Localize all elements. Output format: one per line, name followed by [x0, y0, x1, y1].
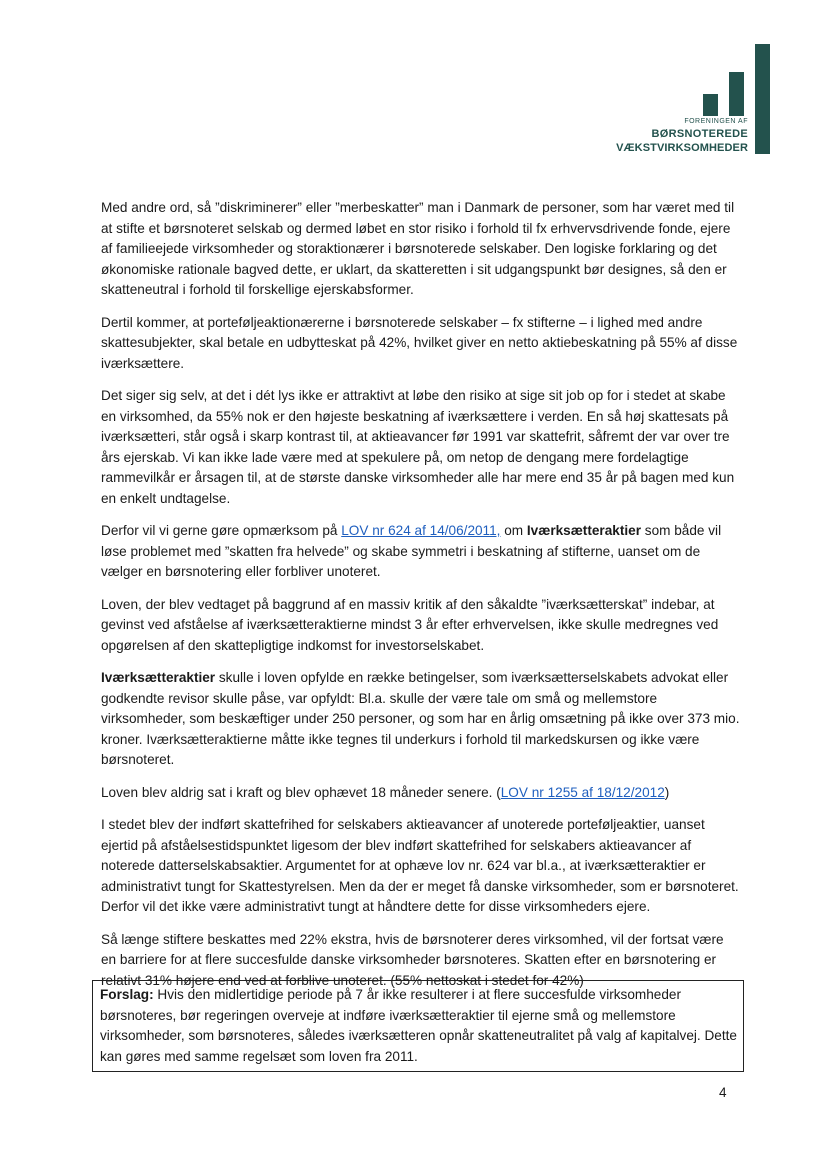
paragraph-6-bold-term: Iværksætteraktier	[101, 670, 216, 685]
paragraph-6	[101, 668, 741, 771]
proposal-text: Hvis den midlertidige periode på 7 år ikke resulterer i at flere succesfulde virksomheder børsnoteres, bør regeringen overveje at indføre iværksætteraktier til ejerne små og mellemstore virksomheder, som børsnoteres, således iværksætteren opnår skatteneutralitet på valg af kapitalvej. Dette kan gøres med samme regelsæt som loven fra 2011.	[100, 987, 737, 1064]
paragraph-4-text-pre: Derfor vil vi gerne gøre opmærksom på	[101, 523, 342, 538]
law-624-link[interactable]: LOV nr 624 af 14/06/2011,	[341, 523, 501, 538]
paragraph-4	[101, 521, 741, 583]
paragraph-8: I stedet blev der indført skattefrihed for selskabers aktieavancer af unoterede porteføljeaktier, uanset ejertid på afståelsestidspunktet ligesom der blev indført skattefrihed for selskabers aktieavancer af noterede datterselskabsaktier. Argumentet for at ophæve lov nr. 624 var bl.a., at iværksætteraktier er administrativt tungt for Skattestyrelsen. Men da der er meget få danske virksomheder, som er børsnoteret. Derfor vil det ikke være administrativt tungt at håndtere dette for disse virksomheders ejere.	[101, 817, 739, 914]
logo-text-line3: VÆKSTVIRKSOMHEDER	[616, 142, 748, 154]
paragraph-3: Det siger sig selv, at det i dét lys ikke er attraktivt at løbe den risiko at sige sit job op for i stedet at skabe en virksomhed, da 55% nok er den højeste beskatning af iværksættere i verden. En så høj skattesats på iværksætteri, står også i skarp kontrast til, at aktieavancer før 1991 var skattefrit, såfremt der var over tre års ejerskab. Vi kan ikke lade være med at spekulere på, om netop de dengang mere fordelagtige rammevilkår er årsagen til, at de største danske virksomheder alle har mere end 35 år på bagen med kun en enkelt undtagelse.	[101, 388, 735, 506]
logo-bar-medium	[729, 72, 744, 116]
law-1255-link[interactable]: LOV nr 1255 af 18/12/2012	[500, 784, 665, 800]
paragraph-1: Med andre ord, så ”diskriminerer” eller ”merbeskatter” man i Danmark de personer, som har været med til at stifte et børsnoteret selskab og dermed løbet en stor risiko i forhold til fx erhvervsdrivende fonde, ejere af familieejede virksomheder og storaktionærer i børsnoterede selskaber. Den logiske forklaring og det økonomiske rationale bagved dette, er uklart, da skatteretten i sit udgangspunkt bør designes, så den er skatteneutral i forhold til forskellige ejerskabsformer.	[101, 200, 735, 297]
logo-bars-icon	[702, 44, 772, 116]
logo-bar-large	[755, 44, 770, 154]
proposal-box	[92, 980, 744, 1072]
paragraph-9: Så længe stiftere beskattes med 22% ekstra, hvis de børsnoterer deres virksomhed, vil der fortsat være en barriere for at flere succesfulde danske virksomheder børsnoteres. Skatten efter en børsnotering er relativt 31% højere end ved at forblive unoteret. (55% nettoskat i stedet for 42%)	[101, 931, 724, 988]
page-number: 4	[719, 1085, 727, 1100]
paragraph-7-text-pre: Loven blev aldrig sat i kraft og blev ophævet 18 måneder senere. (	[101, 784, 501, 800]
paragraph-6-text: skulle i loven opfylde en række betingelser, som iværksætterselskabets advokat eller godkendte revisor skulle påse, var opfyldt: Bl.a. skulle der være tale om små og mellemstore virksomheder, som beskæftiger under 250 personer, og som har en årlig omsætning på ikke over 373 mio. kroner. Iværksætteraktierne måtte ikke tegnes til underkurs i forhold til markedskursen og ikke være børsnoteret.	[101, 670, 740, 767]
paragraph-2: Dertil kommer, at porteføljeaktionærerne i børsnoterede selskaber – fx stifterne – i lighed med andre skattesubjekter, skal betale en udbytteskat på 42%, hvilket giver en netto aktiebeskatning på 55% af disse iværksættere.	[101, 314, 738, 371]
paragraph-4-bold-term: Iværksætteraktier	[526, 523, 641, 538]
paragraph-4-text-post: som både vil løse problemet med ”skatten fra helvede” og skabe symmetri i beskatning af stifterne, uanset om de vælger en børsnotering eller forbliver unoteret.	[101, 523, 722, 579]
paragraph-7-text-post: )	[664, 784, 670, 800]
paragraph-5: Loven, der blev vedtaget på baggrund af en massiv kritik af den såkaldte ”iværksætterskat” indebar, at gevinst ved afståelse af iværksætteraktierne mindst 3 år efter erhvervelsen, ikke skulle medregnes ved opgørelsen af den skattepligtige indkomst for investorselskabet.	[101, 596, 719, 653]
document-body	[101, 198, 741, 1003]
paragraph-4-text-mid: om	[500, 523, 527, 538]
logo-text-line1: FORENINGEN AF	[684, 118, 748, 125]
organization-logo	[618, 44, 778, 156]
paragraph-7	[101, 783, 741, 804]
proposal-label: Forslag:	[100, 987, 154, 1002]
logo-text-line2: BØRSNOTEREDE	[651, 128, 748, 140]
logo-bar-small	[703, 94, 718, 116]
